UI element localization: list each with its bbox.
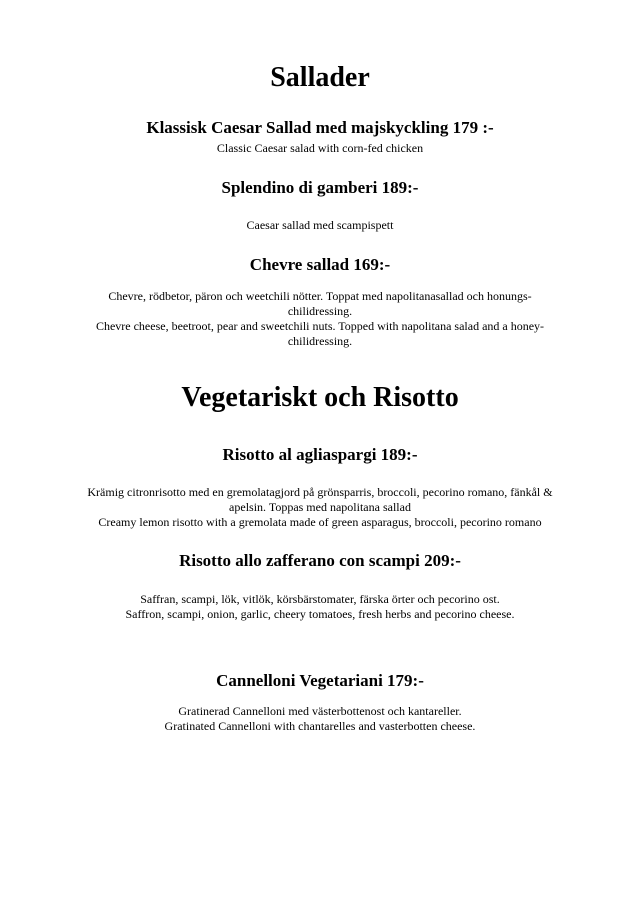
menu-item-title: Splendino di gamberi 189:- (221, 178, 419, 197)
menu-item-description (60, 704, 580, 734)
description-line: Saffran, scampi, lök, vitlök, körsbärstomater, färska örter och pecorino ost. (140, 592, 500, 606)
description-line: Chevre cheese, beetroot, pear and sweetchili nuts. Topped with napolitana salad and a honey- (95, 319, 545, 333)
section-title-sallader: Sallader (270, 62, 370, 93)
description-line: Gratinerad Cannelloni med västerbottenost och kantareller. (178, 704, 462, 718)
description-line: Creamy lemon risotto with a gremolata made of green asparagus, broccoli, pecorino romano (98, 515, 542, 529)
menu-item-description (60, 289, 580, 349)
menu-item-title: Chevre sallad 169:- (249, 255, 391, 274)
section-title-vegetariskt: Vegetariskt och Risotto (181, 382, 459, 413)
menu-item-title: Klassisk Caesar Sallad med majskyckling 179 :- (146, 118, 494, 137)
description-line: apelsin. Toppas med napolitana sallad (229, 500, 411, 514)
description-line: Krämig citronrisotto med en gremolatagjord på grönsparris, broccoli, pecorino romano, fänkål & (87, 485, 553, 499)
menu-item-description (60, 218, 580, 233)
description-line: Chevre, rödbetor, päron och weetchili nötter. Toppat med napolitanasallad och honungs- (108, 289, 532, 303)
menu-item-description (60, 485, 580, 530)
description-line: chilidressing. (287, 304, 353, 318)
description-line: chilidressing. (287, 334, 353, 348)
description-line: Classic Caesar salad with corn-fed chicken (216, 141, 424, 155)
description-line: Gratinated Cannelloni with chantarelles and vasterbotten cheese. (164, 719, 476, 733)
menu-item-title: Risotto al agliaspargi 189:- (222, 445, 418, 464)
menu-item-title: Cannelloni Vegetariani 179:- (216, 671, 424, 690)
menu-item-description (60, 141, 580, 156)
menu-item-description (60, 592, 580, 622)
description-line: Caesar sallad med scampispett (246, 218, 394, 232)
description-line: Saffron, scampi, onion, garlic, cheery tomatoes, fresh herbs and pecorino cheese. (125, 607, 515, 621)
menu-item-title: Risotto allo zafferano con scampi 209:- (179, 551, 461, 570)
